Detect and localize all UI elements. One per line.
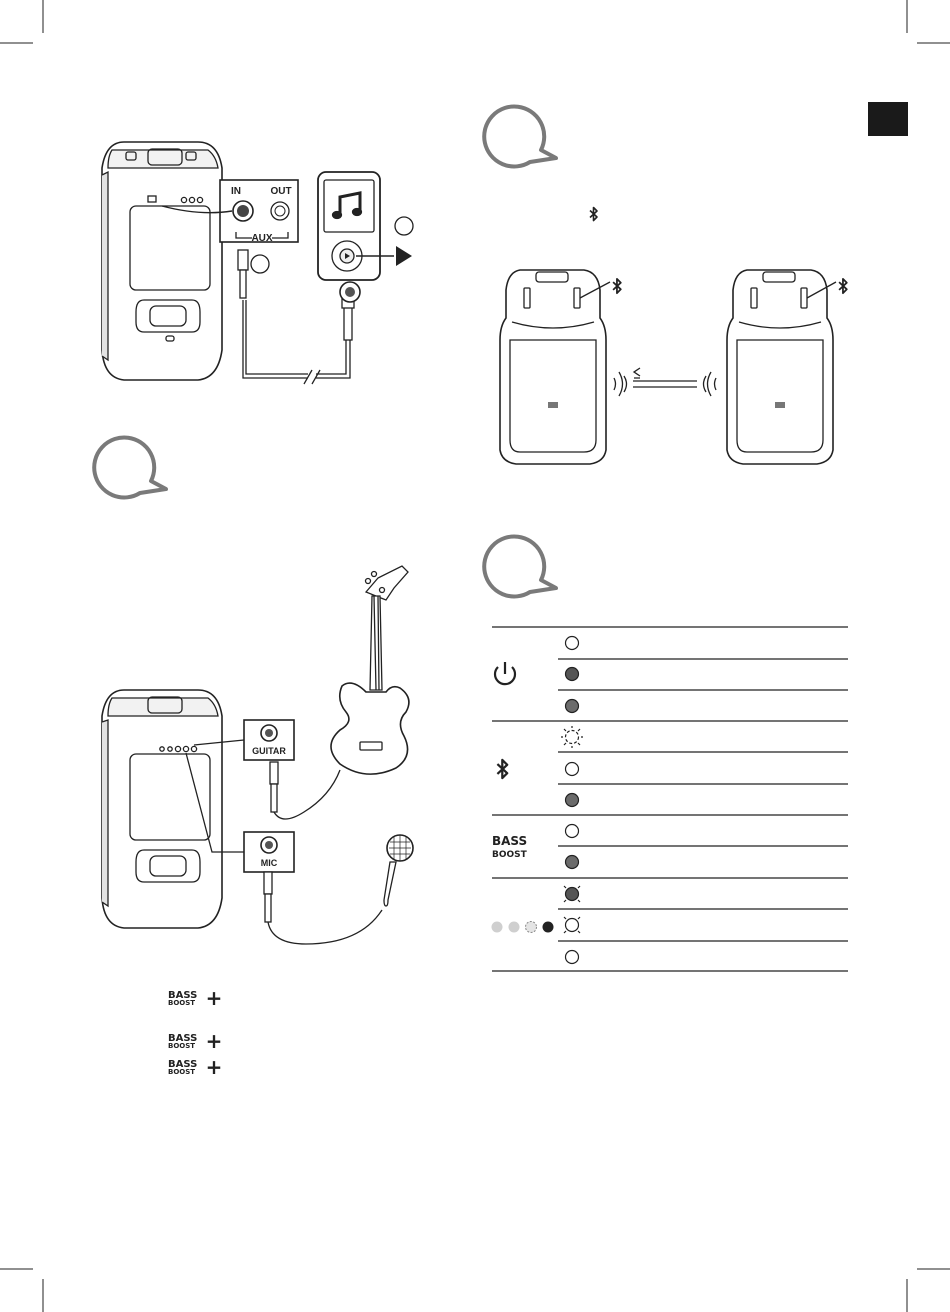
led-flashing-dark-indicator xyxy=(564,886,580,902)
led-off-indicator xyxy=(566,951,579,964)
bluetooth-icon xyxy=(839,279,847,293)
led-sequence-icon xyxy=(492,922,554,933)
guitar-label: GUITAR xyxy=(252,746,286,756)
bluetooth-icon xyxy=(497,760,507,778)
led-status-table xyxy=(492,627,849,971)
guitar-drawing xyxy=(331,566,409,774)
aux-connection-illustration xyxy=(102,142,413,384)
bass-boost-label-bass: BASS xyxy=(492,834,528,848)
speech-bubble-icon xyxy=(484,106,556,166)
combo-plus-sign: + xyxy=(205,1055,223,1079)
combo-plus-sign: + xyxy=(205,986,223,1010)
bluetooth-icon xyxy=(613,279,621,293)
led-off-indicator xyxy=(566,825,579,838)
bass-boost-label-boost: BOOST xyxy=(492,850,527,860)
aux-in-label: IN xyxy=(231,186,241,197)
aux-out-label: OUT xyxy=(270,186,292,197)
led-grey-indicator xyxy=(566,700,579,713)
mic-cable xyxy=(264,872,382,944)
led-dark-indicator xyxy=(566,668,579,681)
speech-bubble-icon xyxy=(484,536,556,596)
speaker-illustration-left xyxy=(500,270,610,464)
wireless-link xyxy=(614,368,716,396)
power-icon xyxy=(495,662,515,684)
bass-boost-combo-2 xyxy=(168,1029,222,1053)
guitar-cable xyxy=(270,762,340,819)
speaker-illustration-inputs xyxy=(102,690,244,928)
combo-bass-word: BASS xyxy=(168,990,198,1001)
aux-label: AUX xyxy=(251,233,273,244)
led-grey-indicator xyxy=(566,794,579,807)
music-player-device xyxy=(318,172,394,280)
combo-boost-word: BOOST xyxy=(168,1042,196,1050)
section-tab xyxy=(868,102,908,136)
speaker-illustration-aux xyxy=(102,142,222,380)
led-indicators xyxy=(561,637,583,964)
combo-bass-word: BASS xyxy=(168,1033,198,1044)
combo-bass-word: BASS xyxy=(168,1059,198,1070)
bass-boost-combo-3 xyxy=(168,1055,222,1079)
led-grey-indicator xyxy=(566,856,579,869)
party-mode-illustration xyxy=(500,270,836,464)
combo-boost-word: BOOST xyxy=(168,999,196,1007)
led-off-indicator xyxy=(566,763,579,776)
combo-boost-word: BOOST xyxy=(168,1068,196,1076)
speaker-illustration-right xyxy=(727,270,836,464)
led-flashing-indicator xyxy=(561,726,583,748)
table-rules xyxy=(492,627,848,971)
combo-plus-sign: + xyxy=(205,1029,223,1053)
bass-boost-combo-1 xyxy=(168,986,222,1010)
led-flashing-indicator xyxy=(564,917,580,933)
bluetooth-icon xyxy=(590,208,597,221)
mic-label: MIC xyxy=(260,858,278,868)
microphone-drawing xyxy=(384,835,413,906)
speech-bubble-icon xyxy=(94,437,166,497)
play-arrow-icon xyxy=(396,246,412,266)
led-off-indicator xyxy=(566,637,579,650)
